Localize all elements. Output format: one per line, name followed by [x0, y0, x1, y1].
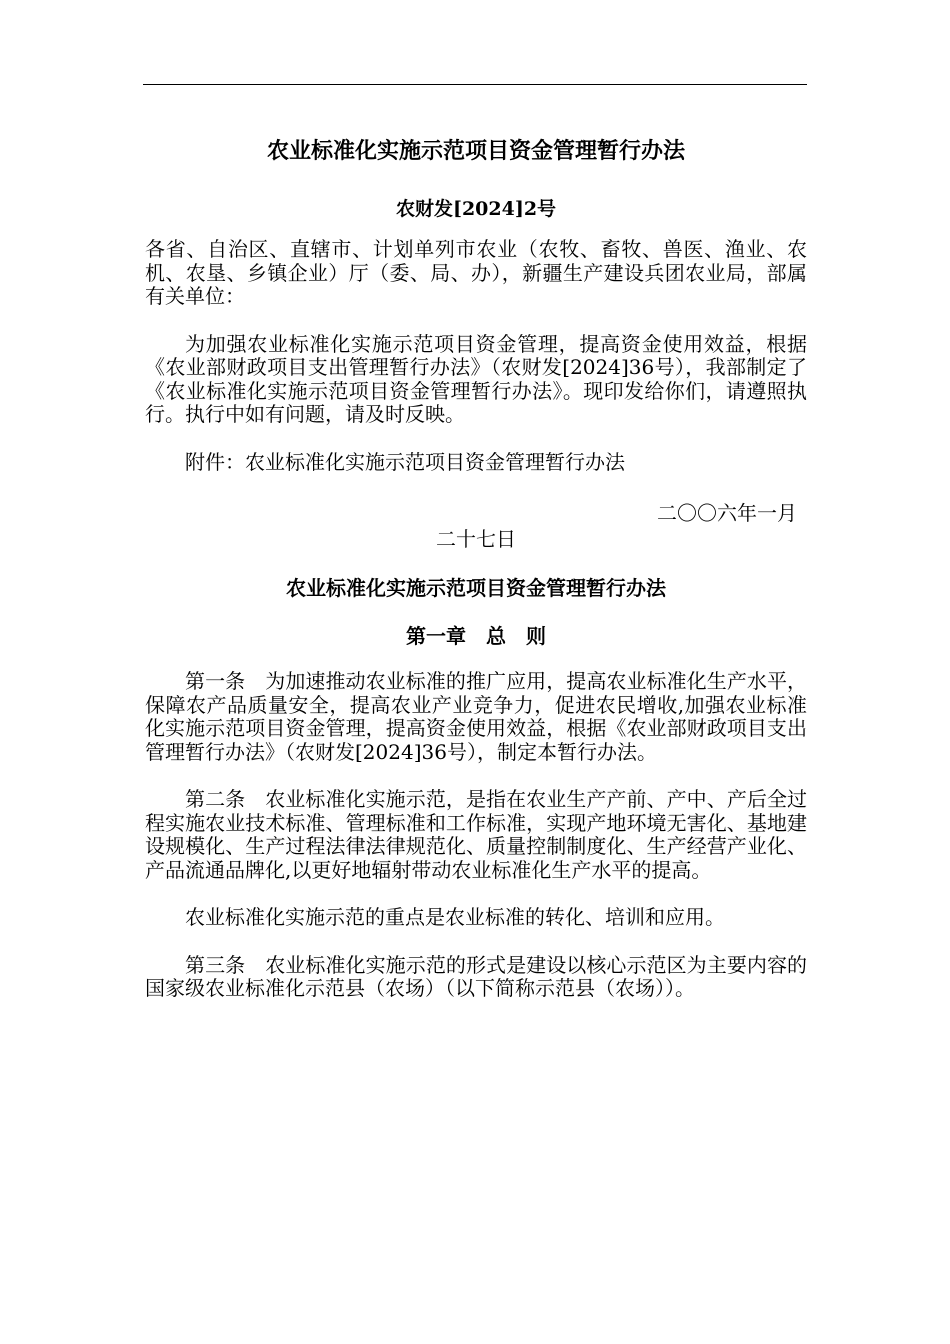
document-title: 农业标准化实施示范项目资金管理暂行办法: [266, 138, 685, 164]
regulation-title: 农业标准化实施示范项目资金管理暂行办法: [286, 576, 666, 600]
document-number: 农财发[2024]2号: [395, 198, 557, 220]
document-body: [145, 130, 807, 1001]
header-rule: [143, 84, 807, 85]
article-2: [145, 788, 807, 882]
date-line-2: 二十七日: [436, 527, 516, 551]
article-2-heading: 第二条: [185, 787, 266, 811]
focus-paragraph: 农业标准化实施示范的重点是农业标准的转化、培训和应用。: [185, 905, 725, 929]
attachment-line: 附件：农业标准化实施示范项目资金管理暂行办法: [185, 449, 625, 474]
intro-paragraph: 为加强农业标准化实施示范项目资金管理，提高资金使用效益，根据《农业部财政项目支出管理暂行办法》（农财发[2024]36号），我部制定了《农业标准化实施示范项目资金管理暂行办法》。现印发给你们，请遵照执行。执行中如有问题，请及时反映。: [145, 331, 807, 426]
chapter-heading: 第一章 总 则: [406, 624, 546, 648]
article-1-heading: 第一条: [185, 669, 266, 693]
article-3-text: 农业标准化实施示范的形式是建设以核心示范区为主要内容的国家级农业标准化示范县（农场）（以下简称示范县（农场））。: [145, 952, 808, 1000]
article-1-text: 为加速推动农业标准的推广应用，提高农业标准化生产水平，保障农产品质量安全，提高农业产业竞争力，促进农民增收,加强农业标准化实施示范项目资金管理，提高资金使用效益，根据《农业部财政项目支出管理暂行办法》（农财发[2024]36号），制定本暂行办法。: [145, 669, 808, 764]
article-3: [145, 954, 807, 1001]
addressee-paragraph: 各省、自治区、直辖市、计划单列市农业（农牧、畜牧、兽医、渔业、农机、农垦、乡镇企业）厅（委、局、办），新疆生产建设兵团农业局，部属有关单位：: [145, 237, 807, 308]
date-line-1: 二〇〇六年一月: [657, 501, 797, 525]
article-1: [145, 670, 807, 764]
article-2-text: 农业标准化实施示范，是指在农业生产产前、产中、产后全过程实施农业技术标准、管理标准和工作标准，实现产地环境无害化、基地建设规模化、生产过程法律法律规范化、质量控制制度化、生产经营产业化、产品流通品牌化,以更好地辐射带动农业标准化生产水平的提高。: [145, 787, 808, 882]
article-3-heading: 第三条: [185, 952, 266, 977]
